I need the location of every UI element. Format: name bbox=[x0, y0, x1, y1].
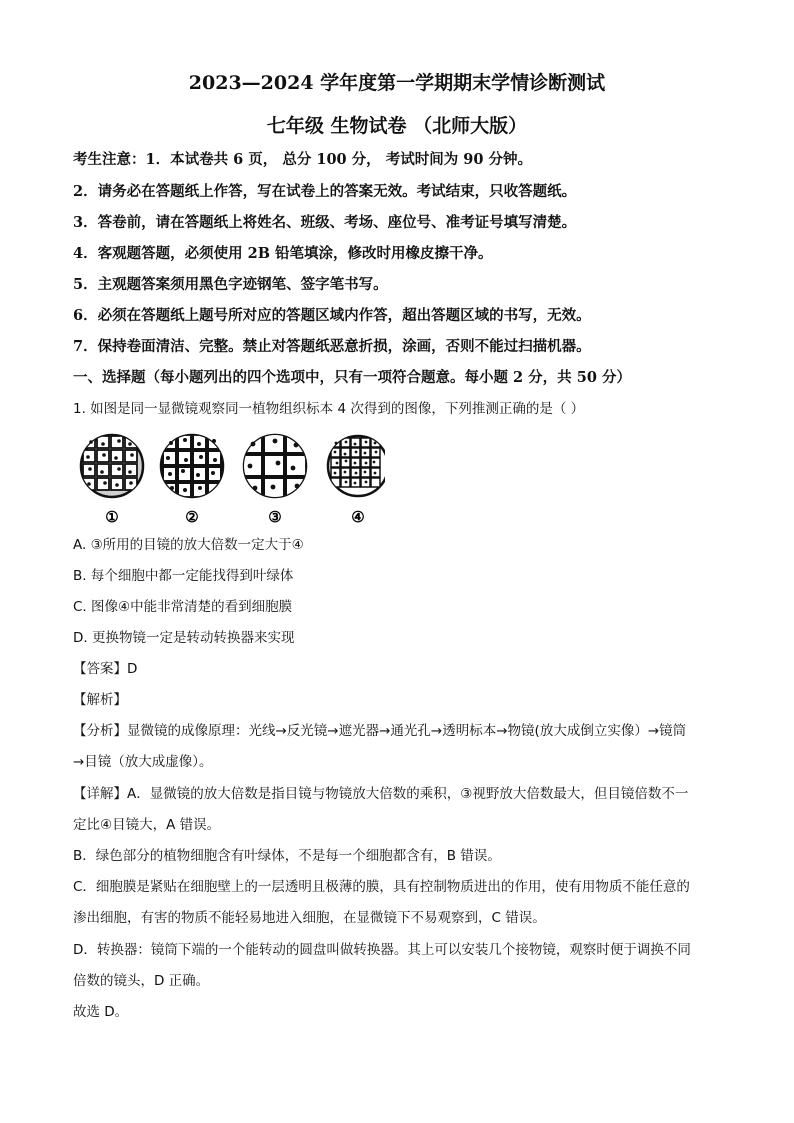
analysis-line: D．转换器：镜筒下端的一个能转动的圆盘叫做转换器。其上可以安装几个接物镜，观察时便于调换不同 bbox=[73, 942, 691, 958]
option-b: B. 每个细胞中都一定能找得到叶绿体 bbox=[73, 568, 294, 584]
final-answer-line: 故选 D。 bbox=[73, 1004, 129, 1020]
exam-title: 2023—2024 学年度第一学期期末学情诊断测试 bbox=[188, 72, 606, 94]
microscope-view-4 bbox=[328, 436, 385, 496]
notice-line-6: 6．必须在答题纸上题号所对应的答题区域内作答，超出答题区域的书写，无效。 bbox=[73, 307, 591, 324]
analysis-line: 倍数的镜头，D 正确。 bbox=[73, 973, 210, 989]
microscope-view-3 bbox=[242, 433, 306, 498]
analysis-line: 【详解】A．显微镜的放大倍数是指目镜与物镜放大倍数的乘积，③视野放大倍数最大，但目镜倍数不一 bbox=[73, 786, 689, 802]
figure-label-2: ② bbox=[185, 508, 199, 526]
analysis-line: B．绿色部分的植物细胞含有叶绿体，不是每一个细胞都含有，B 错误。 bbox=[73, 848, 501, 864]
option-c: C. 图像④中能非常清楚的看到细胞膜 bbox=[73, 599, 293, 615]
analysis-line: 定比④目镜大，A 错误。 bbox=[73, 817, 221, 833]
analysis-line: 【分析】显微镜的成像原理：光线→反光镜→遮光器→通光孔→透明标本→物镜(放大成倒立实像）→镜筒 bbox=[73, 723, 687, 739]
notice-line-2: 2．请务必在答题纸上作答，写在试卷上的答案无效。考试结束，只收答题纸。 bbox=[73, 183, 577, 200]
microscope-figure bbox=[75, 430, 385, 530]
analysis-line: →目镜（放大成虚像）。 bbox=[73, 754, 213, 770]
notice-line-1: 考生注意：1．本试卷共 6 页， 总分 100 分， 考试时间为 90 分钟。 bbox=[73, 151, 533, 168]
notice-line-7: 7．保持卷面清洁、完整。禁止对答题纸恶意折损，涂画，否则不能过扫描机器。 bbox=[73, 338, 591, 355]
analysis-line: 渗出细胞，有害的物质不能轻易地进入细胞，在显微镜下不易观察到，C 错误。 bbox=[73, 910, 546, 926]
section-heading: 一、选择题（每小题列出的四个选项中，只有一项符合题意。每小题 2 分，共 50 分） bbox=[73, 369, 631, 386]
figure-label-4: ④ bbox=[351, 508, 365, 526]
notice-line-5: 5．主观题答案须用黑色字迹钢笔、签字笔书写。 bbox=[73, 276, 388, 293]
figure-label-3: ③ bbox=[268, 508, 282, 526]
answer-line: 【答案】D bbox=[73, 661, 138, 677]
microscope-view-1 bbox=[81, 435, 143, 497]
exam-subtitle: 七年级 生物试卷 （北师大版） bbox=[266, 115, 528, 137]
analysis-line: C．细胞膜是紧贴在细胞壁上的一层透明且极薄的膜，具有控制物质进出的作用，使有用物质不能任意的 bbox=[73, 879, 690, 895]
notice-line-4: 4．客观题答题，必须使用 2B 铅笔填涂，修改时用橡皮擦干净。 bbox=[73, 245, 493, 262]
figure-label-1: ① bbox=[105, 508, 119, 526]
microscope-view-2 bbox=[161, 435, 223, 497]
analysis-heading: 【解析】 bbox=[73, 692, 127, 708]
option-d: D. 更换物镜一定是转动转换器来实现 bbox=[73, 630, 295, 646]
question-stem: 1. 如图是同一显微镜观察同一植物组织标本 4 次得到的图像，下列推测正确的是（ ） bbox=[73, 401, 585, 417]
option-a: A. ③所用的目镜的放大倍数一定大于④ bbox=[73, 537, 304, 553]
notice-line-3: 3．答卷前，请在答题纸上将姓名、班级、考场、座位号、准考证号填写清楚。 bbox=[73, 214, 577, 231]
